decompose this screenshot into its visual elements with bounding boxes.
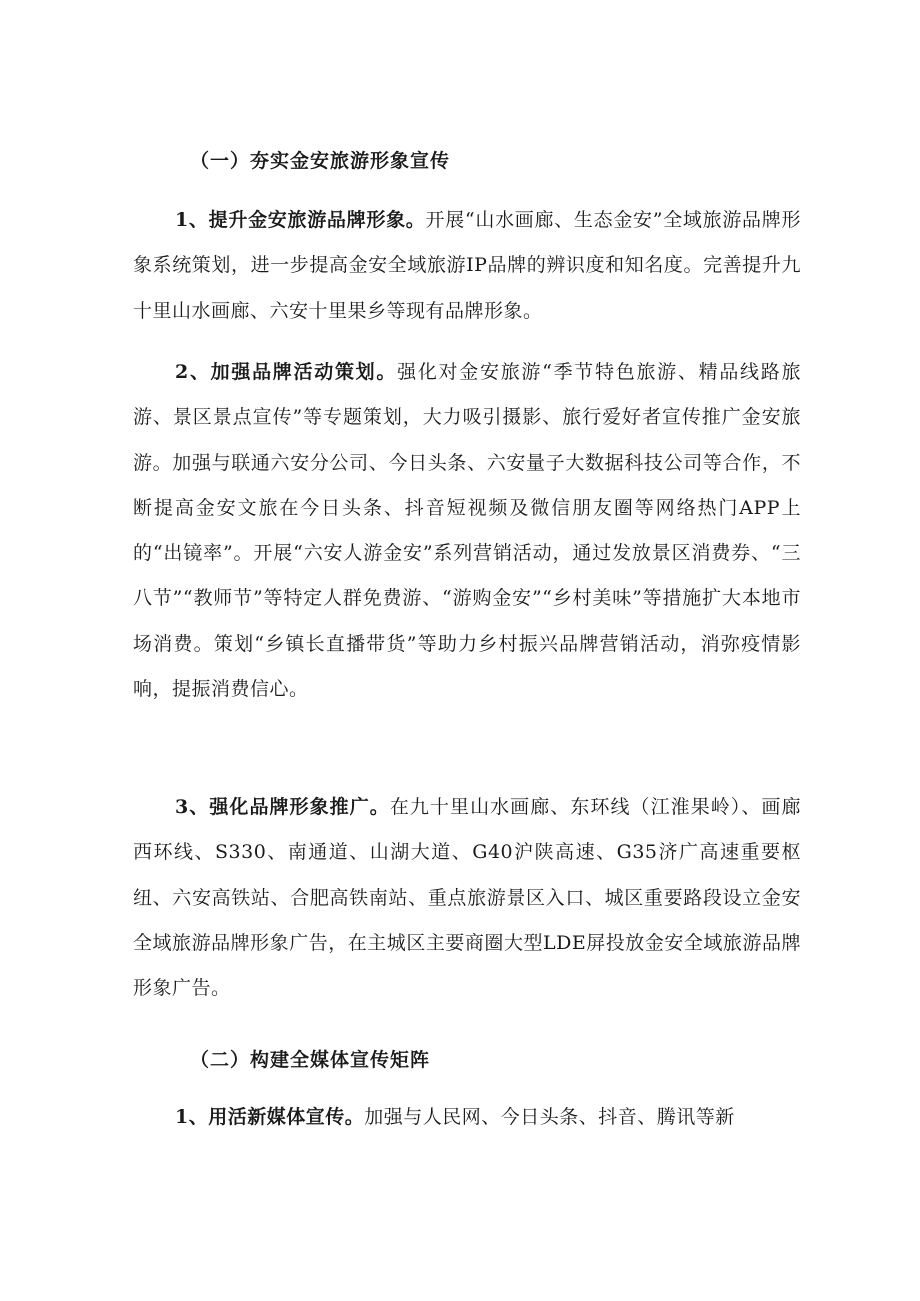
paragraph-lead: 1、用活新媒体宣传。 bbox=[175, 1106, 365, 1128]
paragraph-lead: 2、加强品牌活动策划。 bbox=[175, 361, 398, 383]
section-heading-1: （一）夯实金安旅游形象宣传 bbox=[190, 150, 451, 172]
paragraph-1-1 bbox=[133, 198, 801, 334]
paragraph-body: 在九十里山水画廊、东环线（江淮果岭）、画廊西环线、S330、南通道、山湖大道、G40沪陕高速、G35济广高速重要枢纽、六安高铁站、合肥高铁南站、重点旅游景区入口、城区重要路段设立金安全域旅游品牌形象广告，在主城区主要商圈大型LDE屏投放金安全域旅游品牌形象广告。 bbox=[133, 796, 801, 1000]
paragraph-lead: 3、强化品牌形象推广。 bbox=[175, 796, 390, 818]
paragraph-body: 开展“山水画廊、生态金安”全域旅游品牌形象系统策划，进一步提高金安全域旅游IP品牌的辨识度和知名度。完善提升九十里山水画廊、六安十里果乡等现有品牌形象。 bbox=[133, 209, 801, 322]
paragraph-body: 加强与人民网、今日头条、抖音、腾讯等新 bbox=[364, 1106, 735, 1128]
paragraph-lead: 1、提升金安旅游品牌形象。 bbox=[175, 209, 426, 231]
paragraph-body: 强化对金安旅游“季节特色旅游、精品线路旅游、景区景点宣传”等专题策划，大力吸引摄影、旅行爱好者宣传推广金安旅游。加强与联通六安分公司、今日头条、六安量子大数据科技公司等合作，不断提高金安文旅在今日头条、抖音短视频及微信朋友圈等网络热门APP上的“出镜率”。开展“六安人游金安”系列营销活动，通过发放景区消费券、“三八节”“教师节”等特定人群免费游、“游购金安”“乡村美味”等措施扩大本地市场消费。策划“乡镇长直播带货”等助力乡村振兴品牌营销活动，消弥疫情影响，提振消费信心。 bbox=[133, 361, 801, 701]
paragraph-2-1 bbox=[133, 1095, 801, 1140]
paragraph-1-2 bbox=[133, 350, 801, 712]
section-heading-2: （二）构建全媒体宣传矩阵 bbox=[190, 1049, 431, 1071]
paragraph-1-3 bbox=[133, 785, 801, 1011]
